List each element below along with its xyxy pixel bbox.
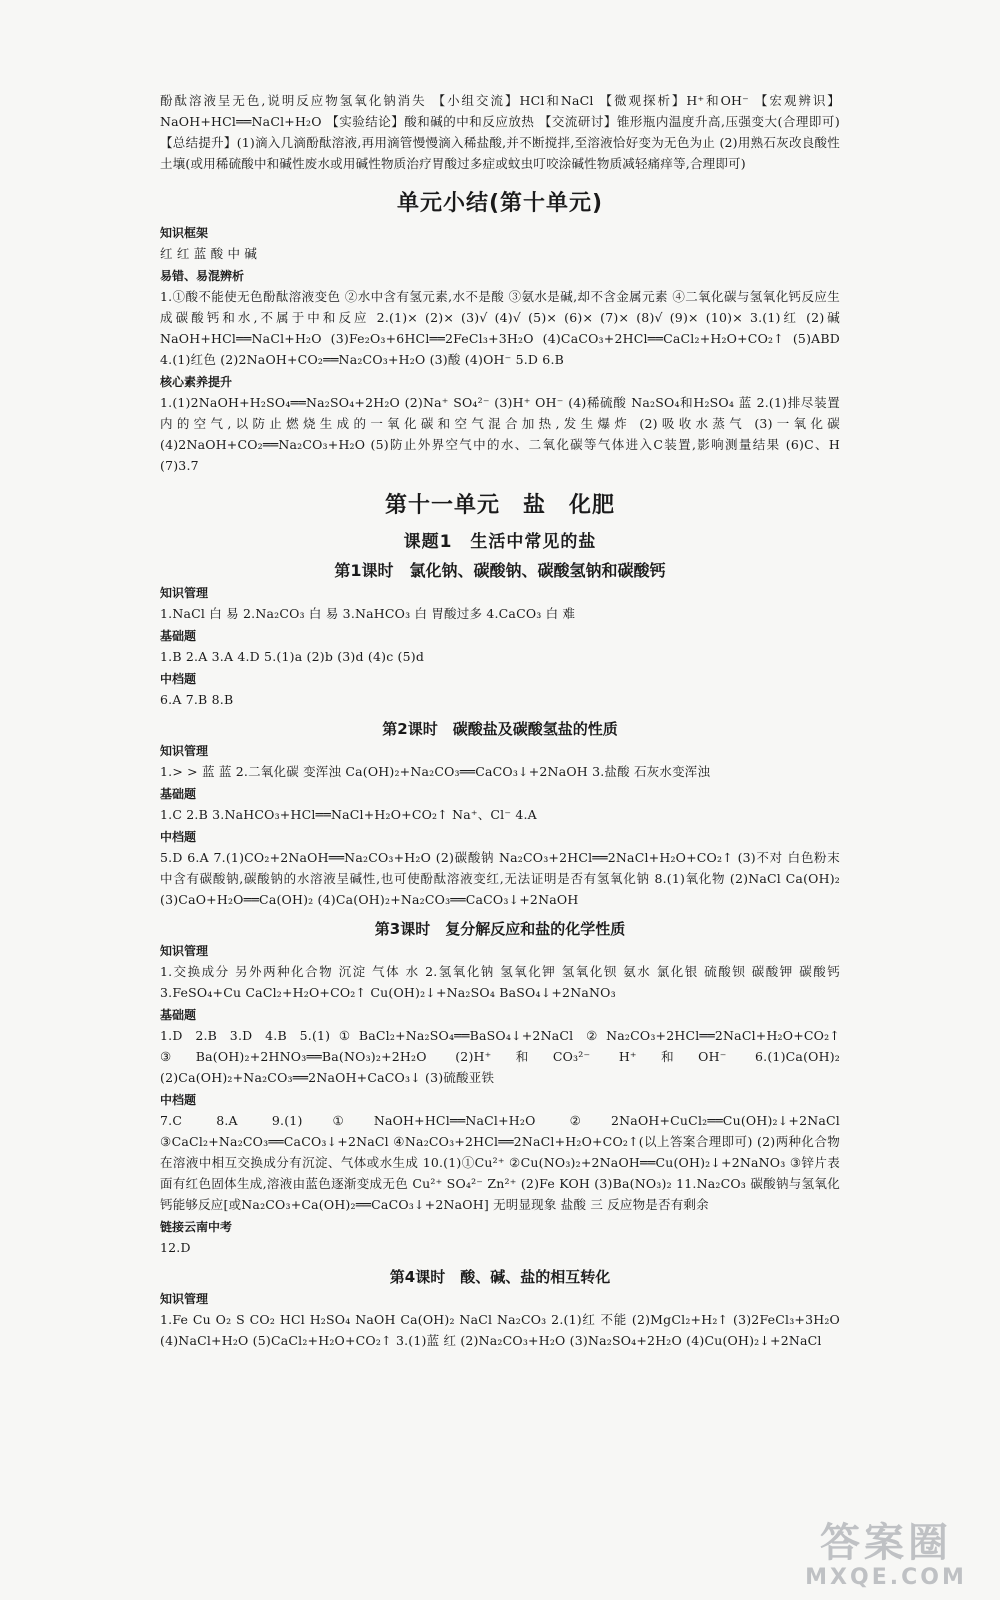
watermark-logo: [786, 1521, 986, 1590]
text-block: 1.C 2.B 3.NaHCO₃+HCl══NaCl+H₂O+CO₂↑ Na⁺、Cl⁻ 4.A: [160, 807, 537, 822]
text-block: 1.B 2.A 3.A 4.D 5.(1)a (2)b (3)d (4)c (5)d: [160, 649, 425, 664]
text-block: 1.D 2.B 3.D 4.B 5.(1)①BaCl₂+Na₂SO₄══BaSO₄↓+2NaCl ②Na₂CO₃+2HCl══2NaCl+H₂O+CO₂↑ ③Ba(OH)₂+2HNO₃══Ba(NO₃)₂+2H₂O (2)H⁺和CO₃²⁻ H⁺和OH⁻ 6.(1)Ca(OH)₂ (2)Ca(OH)₂+Na₂CO₃══2NaOH+CaCO₃↓ (3)硫酸亚铁: [160, 1028, 840, 1085]
text-block: 6.A 7.B 8.B: [160, 692, 234, 707]
lesson-title: 第2课时 碳酸盐及碳酸氢盐的性质: [382, 720, 618, 738]
subsection-label: 知识管理: [160, 944, 209, 958]
section-title: 单元小结(第十单元): [396, 191, 604, 216]
text-block: 7.C 8.A 9.(1)①NaOH+HCl══NaCl+H₂O ②2NaOH+CuCl₂══Cu(OH)₂↓+2NaCl ③CaCl₂+Na₂CO₃══CaCO₃↓+2NaCl ④Na₂CO₃+2HCl══2NaCl+H₂O+CO₂↑(以上答案合理即可) (2)两种化合物在溶液中相互交换成分有沉淀、气体或水生成 10.(1)①Cu²⁺ ②Cu(NO₃)₂+2NaOH══Cu(OH)₂↓+2NaNO₃ ③锌片表面有红色固体生成,溶液由蓝色逐渐变成无色 Cu²⁺ SO₄²⁻ Zn²⁺ (2)Fe KOH (3)Ba(NO₃)₂ 11.Na₂CO₃ 碳酸钠与氢氧化钙能够反应[或Na₂CO₃+Ca(OH)₂══CaCO₃↓+2NaOH] 无明显现象 盐酸 三 反应物是否有剩余: [160, 1113, 840, 1212]
text-block: 1.NaCl 白 易 2.Na₂CO₃ 白 易 3.NaHCO₃ 白 胃酸过多 4.CaCO₃ 白 难: [160, 606, 576, 621]
subsection-label: 中档题: [160, 830, 197, 844]
topic-title: 课题1 生活中常见的盐: [403, 532, 597, 552]
subsection-label: 基础题: [160, 1008, 197, 1022]
subsection-label: 基础题: [160, 629, 197, 643]
text-block: 红 红 蓝 酸 中 碱: [160, 246, 258, 261]
unit-title: 第十一单元 盐 化肥: [384, 493, 615, 518]
answer-page: [160, 90, 840, 1351]
subsection-label: 核心素养提升: [160, 375, 233, 389]
lesson-title: 第3课时 复分解反应和盐的化学性质: [374, 920, 626, 938]
text-block: 12.D: [160, 1240, 191, 1255]
subsection-label: 知识管理: [160, 586, 209, 600]
subsection-label: 知识框架: [160, 226, 209, 240]
text-block: 5.D 6.A 7.(1)CO₂+2NaOH══Na₂CO₃+H₂O (2)碳酸钠 Na₂CO₃+2HCl══2NaCl+H₂O+CO₂↑ (3)不对 白色粉末中含有碳酸钠,碳酸钠的水溶液呈碱性,也可使酚酞溶液变红,无法证明是否有氢氧化钠 8.(1)氧化物 (2)NaCl Ca(OH)₂ (3)CaO+H₂O══Ca(OH)₂ (4)Ca(OH)₂+Na₂CO₃══CaCO₃↓+2NaOH: [160, 850, 840, 907]
text-block: 1.> > 蓝 蓝 2.二氧化碳 变浑浊 Ca(OH)₂+Na₂CO₃══CaCO₃↓+2NaOH 3.盐酸 石灰水变浑浊: [160, 764, 711, 779]
subsection-label: 知识管理: [160, 744, 209, 758]
watermark-url: MXQE.COM: [805, 1565, 967, 1590]
lesson-title: 第1课时 氯化钠、碳酸钠、碳酸氢钠和碳酸钙: [334, 561, 666, 580]
text-block: 1.交换成分 另外两种化合物 沉淀 气体 水 2.氢氧化钠 氢氧化钾 氢氧化钡 氨水 氯化银 硫酸钡 碳酸钾 碳酸钙 3.FeSO₄+Cu CaCl₂+H₂O+CO₂↑ Cu(OH)₂↓+Na₂SO₄ BaSO₄↓+2NaNO₃: [160, 964, 840, 1000]
text-block: 1.①酸不能使无色酚酞溶液变色 ②水中含有氢元素,水不是酸 ③氨水是碱,却不含金属元素 ④二氧化碳与氢氧化钙反应生成碳酸钙和水,不属于中和反应 2.(1)× (2)× (3)√ (4)√ (5)× (6)× (7)× (8)√ (9)× (10)× 3.(1)红 (2)碱 NaOH+HCl══NaCl+H₂O (3)Fe₂O₃+6HCl══2FeCl₃+3H₂O (4)CaCO₃+2HCl══CaCl₂+H₂O+CO₂↑ (5)ABD 4.(1)红色 (2)2NaOH+CO₂══Na₂CO₃+H₂O (3)酸 (4)OH⁻ 5.D 6.B: [160, 289, 840, 367]
lesson-title: 第4课时 酸、碱、盐的相互转化: [389, 1268, 611, 1286]
watermark-title: 答案圈: [820, 1520, 952, 1566]
text-block: 酚酞溶液呈无色,说明反应物氢氧化钠消失 【小组交流】HCl和NaCl 【微观探析】H⁺和OH⁻ 【宏观辨识】NaOH+HCl══NaCl+H₂O 【实验结论】酸和碱的中和反应放热 【交流研讨】锥形瓶内温度升高,压强变大(合理即可) 【总结提升】(1)滴入几滴酚酞溶液,再用滴管慢慢滴入稀盐酸,并不断搅拌,至溶液恰好变为无色为止 (2)用熟石灰改良酸性土壤(或用稀硫酸中和碱性废水或用碱性物质治疗胃酸过多症或蚊虫叮咬涂碱性物质减轻痛痒等,合理即可): [160, 93, 840, 171]
text-block: 1.Fe Cu O₂ S CO₂ HCl H₂SO₄ NaOH Ca(OH)₂ NaCl Na₂CO₃ 2.(1)红 不能 (2)MgCl₂+H₂↑ (3)2FeCl₃+3H₂O (4)NaCl+H₂O (5)CaCl₂+H₂O+CO₂↑ 3.(1)蓝 红 (2)Na₂CO₃+H₂O (3)Na₂SO₄+2H₂O (4)Cu(OH)₂↓+2NaCl: [160, 1312, 840, 1348]
subsection-label: 易错、易混辨析: [160, 269, 245, 283]
text-block: 1.(1)2NaOH+H₂SO₄══Na₂SO₄+2H₂O (2)Na⁺ SO₄²⁻ (3)H⁺ OH⁻ (4)稀硫酸 Na₂SO₄和H₂SO₄ 蓝 2.(1)排尽装置内的空气,以防止燃烧生成的一氧化碳和空气混合加热,发生爆炸 (2)吸收水蒸气 (3)一氧化碳 (4)2NaOH+CO₂══Na₂CO₃+H₂O (5)防止外界空气中的水、二氧化碳等气体进入C装置,影响测量结果 (6)C、H (7)3.7: [160, 395, 840, 473]
subsection-label: 链接云南中考: [160, 1220, 233, 1234]
subsection-label: 中档题: [160, 1093, 197, 1107]
subsection-label: 基础题: [160, 787, 197, 801]
subsection-label: 中档题: [160, 672, 197, 686]
subsection-label: 知识管理: [160, 1292, 209, 1306]
